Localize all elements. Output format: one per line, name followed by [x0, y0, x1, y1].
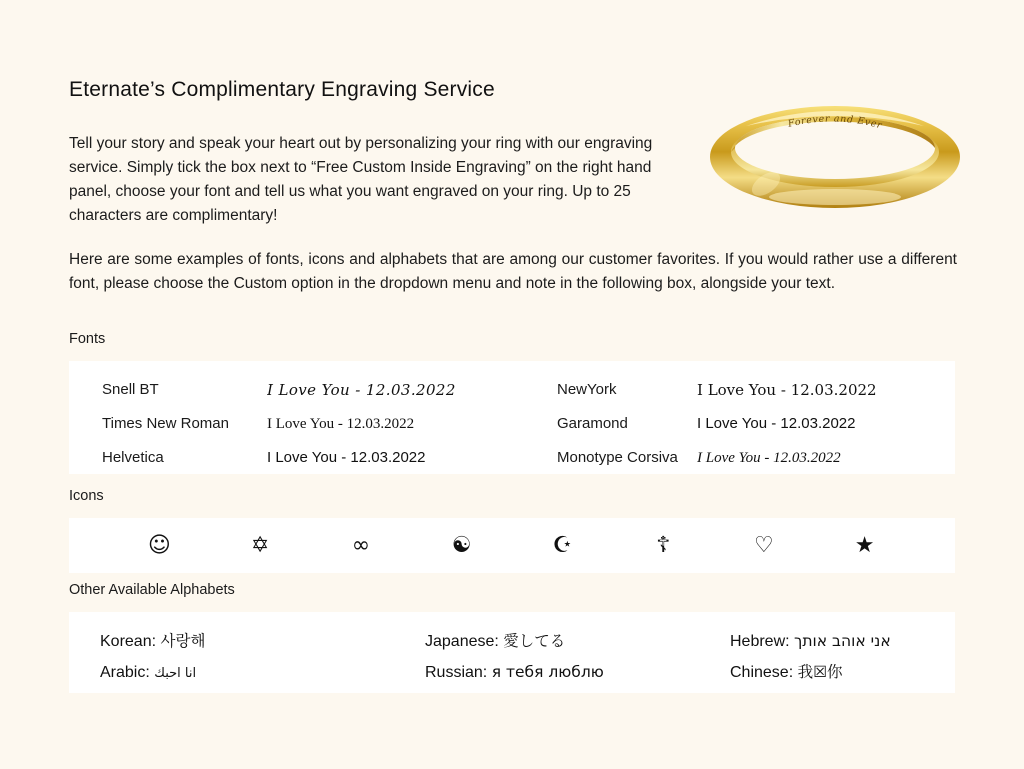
- alphabet-language: Arabic:: [100, 664, 150, 681]
- fonts-panel: [69, 361, 955, 474]
- icons-panel: [69, 518, 955, 573]
- font-sample: I Love You - 12.03.2022: [697, 450, 841, 466]
- ring-engraved-text: Forever and Ever: [786, 113, 884, 132]
- alphabet-row: [425, 626, 730, 657]
- alphabet-row: [425, 657, 730, 688]
- font-name: Times New Roman: [102, 415, 229, 432]
- font-sample: I Love You - 12.03.2022: [697, 381, 877, 399]
- alphabet-sample: אני אוהב אותך: [794, 632, 891, 650]
- alphabet-sample: 사랑해: [160, 632, 206, 650]
- font-sample: I Love You - 12.03.2022: [697, 415, 856, 432]
- alphabet-sample: 我☒你: [797, 663, 843, 681]
- font-name: Monotype Corsiva: [557, 449, 678, 466]
- page-title: Eternate’s Complimentary Engraving Service: [69, 78, 495, 102]
- alphabet-row: [730, 626, 955, 657]
- font-sample: I Love You - 12.03.2022: [267, 449, 426, 466]
- alphabets-panel: [69, 612, 955, 693]
- font-name: Snell BT: [102, 381, 159, 398]
- smiley-face-icon: ☺: [147, 532, 171, 558]
- ring-illustration: [706, 98, 964, 216]
- alphabet-language: Russian:: [425, 664, 488, 681]
- alphabet-sample: انا احبك: [154, 666, 197, 681]
- font-name: NewYork: [557, 381, 617, 398]
- alphabet-row: [100, 657, 425, 688]
- icons-section-label: Icons: [69, 488, 104, 504]
- star-filled-icon: ★: [854, 532, 875, 558]
- heart-outline-icon: ♡: [754, 532, 774, 558]
- icons-row: [69, 518, 955, 573]
- alphabets-section-label: Other Available Alphabets: [69, 582, 235, 598]
- fonts-section-label: Fonts: [69, 331, 106, 347]
- font-name: Garamond: [557, 415, 628, 432]
- font-sample: I Love You - 12.03.2022: [267, 381, 456, 399]
- fonts-grid: [69, 361, 955, 475]
- alphabets-grid: [69, 612, 955, 688]
- gold-ring-image: [706, 98, 964, 216]
- intro-paragraph: Tell your story and speak your heart out by personalizing your ring with our engraving service. Simply tick the box next to “Free Custom Inside Engraving” on the right hand panel, choose your font and tell us what you want engraved on your ring. Up to 25 characters are complimentary!: [69, 134, 653, 224]
- font-name: Helvetica: [102, 449, 164, 466]
- alphabet-language: Chinese:: [730, 664, 794, 681]
- orthodox-cross-icon: ☦: [655, 532, 671, 558]
- yin-yang-icon: ☯: [451, 532, 472, 558]
- alphabet-row: [730, 657, 955, 688]
- star-and-crescent-icon: ☪: [552, 532, 573, 558]
- star-of-david-icon: ✡: [250, 532, 270, 558]
- alphabet-sample: я тебя люблю: [491, 663, 604, 681]
- alphabet-language: Korean:: [100, 633, 157, 650]
- infinity-icon: ∞: [351, 532, 371, 558]
- alphabet-language: Japanese:: [425, 633, 499, 650]
- secondary-paragraph: Here are some examples of fonts, icons and alphabets that are among our customer favorites. If you would rather use a different font, please choose the Custom option in the dropdown menu and note in the following box, alongside your text.: [69, 250, 957, 292]
- alphabet-row: [100, 626, 425, 657]
- font-sample: I Love You - 12.03.2022: [267, 416, 415, 432]
- alphabet-sample: 愛してる: [503, 632, 566, 650]
- alphabet-language: Hebrew:: [730, 633, 790, 650]
